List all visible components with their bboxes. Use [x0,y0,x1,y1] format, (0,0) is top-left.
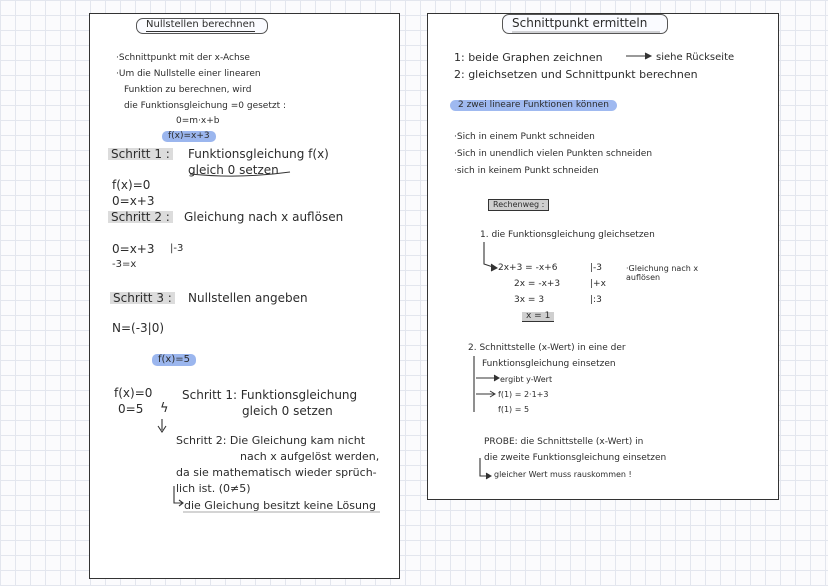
example1-eq1: f(x)=0 [112,178,151,192]
right-step-1-note: siehe Rückseite [656,52,735,63]
rechenweg-step-2-line-4: f(1) = 2·1+3 [498,390,549,399]
example1-function: f(x)=x+3 [162,131,216,142]
left-title: Nullstellen berechnen [146,19,256,30]
left-page-arrows [90,14,401,580]
equation-3: 3x = 3 [514,295,545,305]
example2-step2-line-3: da sie mathematisch wieder sprüch- [176,466,377,479]
lightning-icon: ϟ [160,401,169,416]
case-2: ·Sich in unendlich vielen Punkten schneiden [454,149,653,159]
example1-step1-text: Funktionsgleichung f(x) [188,147,329,161]
example1-eq3-op: |-3 [170,243,184,254]
right-title: Schnittpunkt ermitteln [512,16,648,30]
example2-eq1: f(x)=0 [114,386,153,400]
example1-result: N=(-3|0) [112,321,165,335]
left-notebook-page [89,13,400,579]
intro-line-3: Funktion zu berechnen, wird [124,85,252,95]
example1-step1-label: Schritt 1 : [108,148,173,160]
example2-function: f(x)=5 [152,354,196,366]
rechenweg-step-2-line-3: ergibt y-Wert [500,375,553,384]
example1-eq2: 0=x+3 [112,194,155,208]
rechenweg-step-2-line-5: f(1) = 5 [498,405,530,414]
example2-eq2: 0=5 [118,402,144,416]
right-notebook-page [427,13,779,500]
case-3: ·sich in keinem Punkt schneiden [454,166,599,176]
example1-step1-text2: gleich 0 setzen [188,163,279,177]
example1-eq4: -3=x [112,259,137,270]
probe-line-2: die zweite Funktionsgleichung einsetzen [484,453,667,463]
right-step-2: 2: gleichsetzen und Schnittpunkt berechnen [454,68,698,81]
example1-step3-label: Schritt 3 : [110,292,175,304]
right-page-arrows [428,14,780,501]
rechenweg-label: Rechenweg : [488,199,549,211]
probe-line-1: PROBE: die Schnittstelle (x-Wert) in [484,437,644,447]
intro-formula: 0=m·x+b [176,116,220,126]
equation-1: 2x+3 = -x+6 [498,263,558,273]
example2-step2-line-1: Schritt 2: Die Gleichung kam nicht [176,434,366,447]
intro-line-4: die Funktionsgleichung =0 gesetzt : [124,101,287,111]
intro-line-1: ·Schnittpunkt mit der x-Achse [116,53,250,63]
example1-eq3: 0=x+3 [112,242,155,256]
example2-step2-line-5: die Gleichung besitzt keine Lösung [184,499,376,512]
example1-step3-text: Nullstellen angeben [188,291,308,305]
rechenweg-step-1: 1. die Funktionsgleichung gleichsetzen [480,230,655,240]
example2-step1-text2: gleich 0 setzen [242,404,333,418]
side-note: ·Gleichung nach x auflösen [626,264,699,283]
intro-line-2: ·Um die Nullstelle einer linearen [116,69,261,79]
case-1: ·Sich in einem Punkt schneiden [454,132,595,142]
equation-2: 2x = -x+3 [514,279,561,289]
example2-step2-line-2: nach x aufgelöst werden, [240,450,380,463]
example1-step2-text: Gleichung nach x auflösen [184,210,344,224]
equation-3-op: |:3 [590,295,602,305]
equation-1-op: |-3 [590,263,603,273]
probe-line-3: gleicher Wert muss rauskommen ! [494,470,632,479]
example2-step1-text: Schritt 1: Funktionsgleichung [182,388,358,402]
equation-2-op: |+x [590,279,606,289]
example2-step2-line-4: lich ist. (0≠5) [176,482,251,495]
equation-4: x = 1 [522,312,554,322]
rechenweg-step-2-line-2: Funktionsgleichung einsetzen [482,359,616,369]
right-step-1: 1: beide Graphen zeichnen [454,51,603,64]
example1-step2-label: Schritt 2 : [108,211,173,223]
right-highlight: 2 zwei lineare Funktionen können [450,100,617,111]
rechenweg-step-2-line-1: 2. Schnittstelle (x-Wert) in eine der [468,343,626,353]
